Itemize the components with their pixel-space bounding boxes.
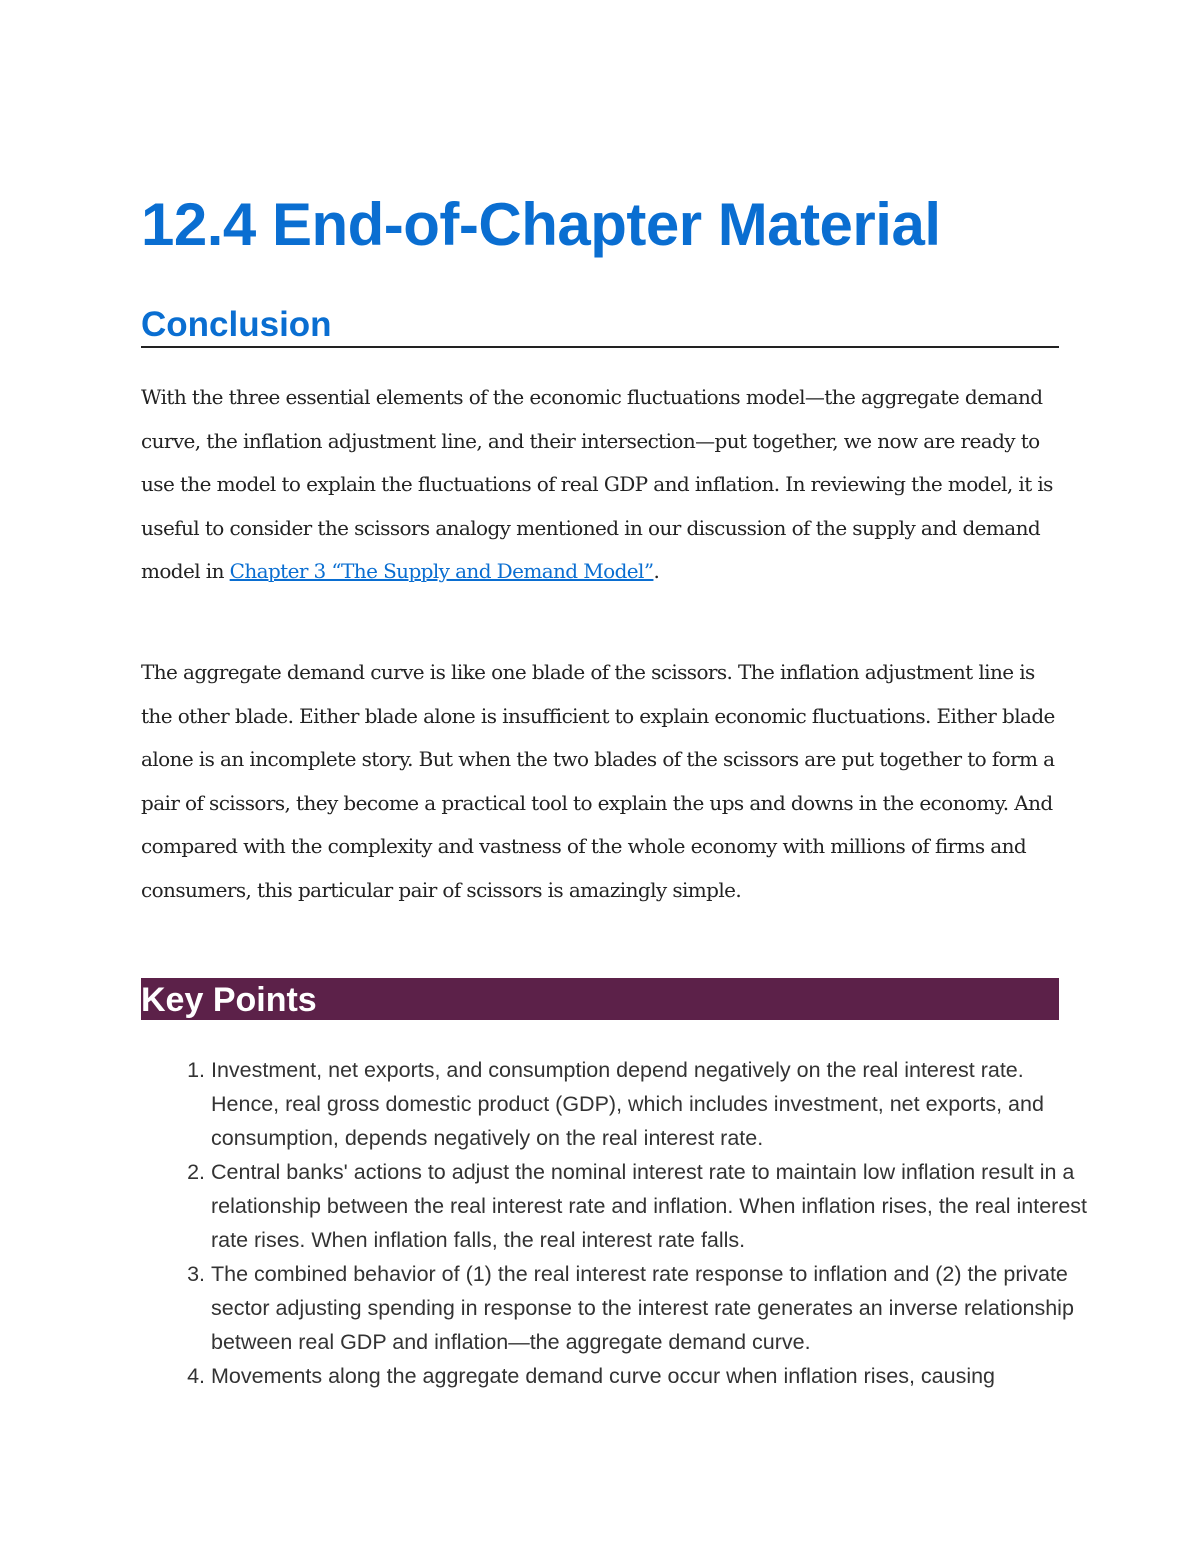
page-title: 12.4 End-of-Chapter Material xyxy=(141,191,941,258)
paragraph-text-end: . xyxy=(653,559,660,583)
list-item: 1. Investment, net exports, and consumption depend negatively on the real interest rate. Hence, real gross domestic product (GDP), which includes investment, net exports, and consumption, depends negatively on the real interest rate. xyxy=(211,1053,1091,1155)
list-item: 4. Movements along the aggregate demand curve occur when inflation rises, causing xyxy=(211,1359,1091,1393)
chapter-3-link[interactable]: Chapter 3 “The Supply and Demand Model” xyxy=(229,559,654,583)
conclusion-paragraph-1 xyxy=(141,376,1066,594)
conclusion-paragraph-2: The aggregate demand curve is like one blade of the scissors. The inflation adjustment line is the other blade. Either blade alone is insufficient to explain economic fluctuations. Either blade alone is an incomplete story. But when the two blades of the scissors are put together to form a pair of scissors, they become a practical tool to explain the ups and downs in the economy. And compared with the complexity and vastness of the whole economy with millions of firms and consumers, this particular pair of scissors is amazingly simple. xyxy=(141,660,1055,902)
paragraph-text: With the three essential elements of the economic fluctuations model—the aggregate demand curve, the inflation adjustment line, and their intersection—put together, we now are ready to use the model to explain the fluctuations of real GDP and inflation. In reviewing the model, it is useful to consider the scissors analogy mentioned in our discussion of the supply and demand model in xyxy=(141,385,1053,583)
list-item: 3. The combined behavior of (1) the real interest rate response to inflation and (2) the private sector adjusting spending in response to the interest rate generates an inverse relationship between real GDP and inflation—the aggregate demand curve. xyxy=(211,1257,1091,1359)
key-points-list xyxy=(170,1053,1091,1393)
list-item: 2. Central banks' actions to adjust the nominal interest rate to maintain low inflation result in a relationship between the real interest rate and inflation. When inflation rises, the real interest rate rises. When inflation falls, the real interest rate falls. xyxy=(211,1155,1091,1257)
conclusion-heading: Conclusion xyxy=(141,304,1059,348)
key-points-heading: Key Points xyxy=(141,978,1059,1020)
